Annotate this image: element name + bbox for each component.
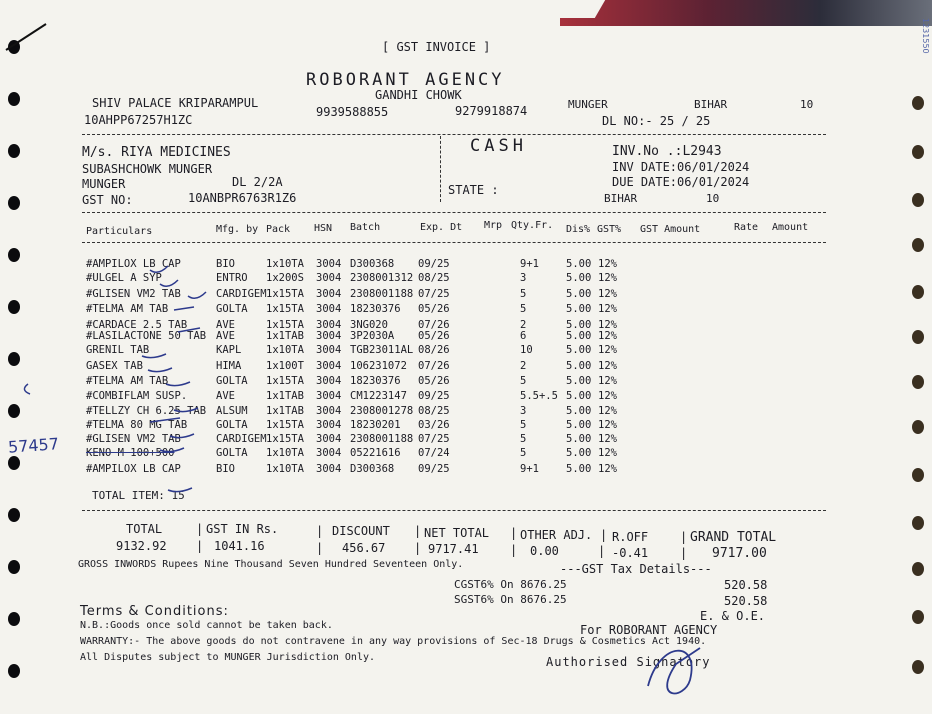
cell-dis: 5.00 [566, 419, 592, 431]
cell-qty: 5 [520, 303, 527, 315]
address-left: SHIV PALACE KRIPARAMPUL [92, 96, 259, 110]
tick-mark-6 [142, 354, 166, 358]
side-code: 1231550 [921, 18, 930, 54]
cell-qty: 5 [520, 447, 527, 459]
phone-1: 9939588855 [316, 105, 389, 119]
tick-mark-13 [168, 488, 192, 492]
cell-gst: 12% [598, 447, 617, 459]
cell-pack: 1x15TA [266, 319, 304, 331]
cgst-label: CGST6% On 8676.25 [454, 578, 567, 591]
col-mfg: Mfg. by [216, 224, 259, 235]
cell-particulars: #GLISEN VM2 TAB [86, 433, 181, 445]
margin-mark [24, 384, 30, 394]
cell-pack: 1x10TA [266, 258, 304, 270]
cell-gst: 12% [598, 419, 617, 431]
cell-gst: 12% [598, 330, 617, 342]
tick-mark-10 [150, 418, 180, 422]
cell-gst: 12% [598, 433, 617, 445]
total-value: 9132.92 [116, 539, 167, 553]
signature-scribble [648, 648, 700, 693]
cell-pack: 1x1TAB [266, 405, 304, 417]
cell-dis: 5.00 [566, 288, 592, 300]
cell-qty: 5 [520, 433, 527, 445]
cell-particulars: #TELMA AM TAB [86, 375, 169, 387]
tick-mark-9 [174, 408, 198, 412]
cell-gst: 12% [598, 463, 617, 475]
cell-mfg: AVE [216, 390, 235, 402]
cell-hsn: 3004 [316, 258, 342, 270]
other-adj-label: OTHER ADJ. [520, 528, 593, 542]
cell-hsn: 3004 [316, 344, 342, 356]
grand-total-value: 9717.00 [712, 546, 767, 561]
buyer-address: SUBASHCHOWK MUNGER [82, 162, 213, 176]
seller-city: MUNGER [568, 98, 608, 111]
grand-total-label: GRAND TOTAL [690, 530, 777, 545]
total-items: TOTAL ITEM: 15 [92, 489, 185, 502]
gst-rs-value: 1041.16 [214, 539, 265, 553]
cell-dis: 5.00 [566, 344, 592, 356]
cell-gst: 12% [598, 405, 617, 417]
discount-label: DISCOUNT [332, 524, 390, 538]
cell-qty: 5 [520, 288, 527, 300]
tick-mark-3 [188, 292, 206, 298]
cell-batch: 2308001188 [350, 433, 414, 445]
buyer-dl: DL 2/2A [232, 175, 283, 189]
cell-dis: 5.00 [566, 375, 592, 387]
col-qty: Qty.Fr. [511, 220, 554, 231]
cell-qty: 2 [520, 319, 527, 331]
cell-dis: 5.00 [566, 360, 592, 372]
cell-hsn: 3004 [316, 433, 342, 445]
pen-stroke-corner [6, 24, 46, 50]
company-name: ROBORANT AGENCY [306, 70, 505, 90]
cell-particulars: #CARDACE 2.5 TAB [86, 319, 188, 331]
cell-batch: 05221616 [350, 447, 401, 459]
phone-2: 9279918874 [455, 104, 528, 118]
sgst-value: 520.58 [724, 594, 768, 608]
cell-pack: 1x1TAB [266, 330, 304, 342]
invoice-number: INV.No .:L2943 [612, 144, 722, 159]
cell-qty: 3 [520, 272, 527, 284]
cell-gst: 12% [598, 303, 617, 315]
col-gst: GST% [597, 224, 622, 235]
cell-particulars: #TELMA AM TAB [86, 303, 169, 315]
cell-particulars: #LASILACTONE 50 TAB [86, 330, 207, 342]
cell-exp: 08/25 [418, 272, 450, 284]
seller-state: BIHAR [694, 98, 728, 111]
cell-dis: 5.00 [566, 258, 592, 270]
cell-exp: 07/25 [418, 288, 450, 300]
eoe: E. & O.E. [700, 609, 766, 623]
cell-pack: 1x10TA [266, 463, 304, 475]
invoice-date: INV DATE:06/01/2024 [612, 160, 750, 174]
terms-note-1: N.B.:Goods once sold cannot be taken back. [80, 620, 333, 631]
cell-batch: CM1223147 [350, 390, 407, 402]
cell-qty: 9+1 [520, 463, 539, 475]
gstin-left: 10AHPP67257H1ZC [84, 113, 193, 127]
tick-mark-12 [160, 448, 184, 452]
cell-hsn: 3004 [316, 319, 342, 331]
cell-mfg: BIO [216, 463, 235, 475]
cell-mfg: BIO [216, 258, 235, 270]
cell-pack: 1x15TA [266, 433, 304, 445]
net-total-label: NET TOTAL [424, 526, 490, 540]
cell-mfg: GOLTA [216, 419, 248, 431]
cell-batch: 18230376 [350, 375, 401, 387]
total-label: TOTAL [126, 522, 163, 536]
cell-batch: 2308001278 [350, 405, 414, 417]
terms-note-3: All Disputes subject to MUNGER Jurisdiction Only. [80, 652, 376, 663]
cell-exp: 05/26 [418, 303, 450, 315]
handwritten-number: 57457 [7, 434, 60, 457]
cell-qty: 3 [520, 405, 527, 417]
tick-mark-4 [174, 307, 194, 310]
tick-mark-7 [148, 368, 172, 372]
cell-gst: 12% [598, 375, 617, 387]
cell-particulars: #TELLZY CH 6.25 TAB [86, 405, 207, 417]
tick-mark-5 [178, 328, 200, 332]
cell-qty: 5.5+.5 [520, 390, 558, 402]
gst-rs-label: GST IN Rs. [206, 522, 279, 536]
cell-batch: 18230201 [350, 419, 401, 431]
cell-batch: D300368 [350, 463, 395, 475]
cell-gst: 12% [598, 272, 617, 284]
cell-mfg: ENTRO [216, 272, 248, 284]
cell-batch: 18230376 [350, 303, 401, 315]
cell-exp: 05/26 [418, 375, 450, 387]
tick-mark-1 [150, 266, 168, 272]
cell-exp: 07/26 [418, 319, 450, 331]
cell-hsn: 3004 [316, 303, 342, 315]
col-amount: Amount [772, 222, 809, 233]
cell-particulars: #GLISEN VM2 TAB [86, 288, 181, 300]
cell-pack: 1x15TA [266, 419, 304, 431]
cell-gst: 12% [598, 390, 617, 402]
cell-pack: 1x100T [266, 360, 304, 372]
cell-particulars: #TELMA 80 MG TAB [86, 419, 188, 431]
tick-mark-11 [170, 434, 194, 438]
col-pack: Pack [266, 224, 291, 235]
cell-hsn: 3004 [316, 390, 342, 402]
for-company: For ROBORANT AGENCY [580, 623, 718, 637]
sgst-label: SGST6% On 8676.25 [454, 593, 567, 606]
buyer-name: M/s. RIYA MEDICINES [82, 145, 231, 160]
state-label: STATE : [448, 183, 499, 197]
col-particulars: Particulars [86, 226, 153, 237]
cell-batch: D300368 [350, 258, 395, 270]
cell-pack: 1x15TA [266, 375, 304, 387]
cell-batch: 2308001188 [350, 288, 414, 300]
col-mrp: Mrp [484, 220, 503, 231]
cell-dis: 5.00 [566, 319, 592, 331]
cell-qty: 6 [520, 330, 527, 342]
cell-exp: 07/25 [418, 433, 450, 445]
cell-hsn: 3004 [316, 419, 342, 431]
buyer-state: BIHAR [604, 192, 638, 205]
due-date: DUE DATE:06/01/2024 [612, 175, 750, 189]
round-off-label: R.OFF [612, 530, 649, 544]
buyer-gst-label: GST NO: [82, 193, 133, 207]
cell-mfg: HIMA [216, 360, 242, 372]
buyer-city: MUNGER [82, 177, 126, 191]
cell-batch: 3P2030A [350, 330, 395, 342]
invoice-page: 1231550 [ GST INVOICE ] ROBORANT AGENCY SHIV PALACE KRIPARAMPUL 10AHPP67257H1ZC GANDHI CHOWK 9939588855 9279918874 MUNGER BIHAR 10 DL NO:- 25 / 25 M/s. RIYA MEDICINES SUBASHCHOWK MUNGER MUNGER DL 2/2A GST NO: 10ANBPR6763R1Z6 CASH STATE : INV.No .:L2943 INV DATE:06/01/2024 DUE DATE:06/01/2024 BIHAR 10 Particulars Mfg. by Pack HSN Batch Exp. Dt Mrp Qty.Fr. Dis% GST% GST Amount Rate Amount #AMPILOX LB CAP BIO 1x10TA 3004 D300368 09/25 9+1 5.00 12% #ULGEL A SYP ENTRO 1x200S 3004 2308001312 08/25 3 5.00 12% #GLISEN VM2 TAB CARDIGEM 1x15TA 3004 2308001188 07/25 5 5.00 12% #TELMA AM TAB GOLTA 1x15TA 3004 18230376 05/26 5 5.00 12% #CARDACE 2.5 TAB AVE 1x15TA 3004 3NG020 07/26 2 5.00 12% #LASILACTONE 50 TAB AVE 1x1TAB 3004 3P2030A 05/26 6 5.00 12% GRENIL TAB KAPL 1x10TA 3004 TGB23011AL 08/26 10 5.00 12% GASEX TAB HIMA 1x100T 3004 106231072 07/26 2 5.00 12% #TELMA AM TAB GOLTA 1x15TA 3004 18230376 05/26 5 5.00 12% #COMBIFLAM SUSP. AVE 1x1TAB 3004 CM1223147 09/25 5.5+.5 5.00 12% #TELLZY CH 6.25 TAB ALSUM 1x1TAB 3004 2308001278 08/25 3 5.00 12% #TELMA 80 MG TAB GOLTA 1x15TA 3004 18230201 03/26 5 5.00 12% #GLISEN VM2 TAB CARDIGEM 1x15TA 3004 2308001188 07/25 5 5.00 12% KENO M 100+500 GOLTA 1x10TA 3004 05221616 07/24 5 5.00 12% #AMPILOX LB CAP BIO 1x10TA 3004 D300368 09/25 9+1 5.00 12% TOTAL ITEM: 15 TOTAL 9132.92 | | GST IN Rs. 1041.16 | | DISCOUNT 456.67 | | NET TOTAL 9717.41 | | OTHER ADJ. 0.00 | | R.OFF -0.41 | | GRAND TOTAL 9717.00 GROSS INWORDS Rupees Nine Thousand Seven Hundred Seventeen Only. ---GST Tax Details--- CGST6% On 8676.25 520.58 SGST6% On 8676.25 520.58 Terms & Conditions: N.B.:Goods once sold cannot be taken back. WARRANTY:- The above goods do not contravene in any way provisions of Sec-18 Drugs & Cosmetics Act 1940. All Disputes subject to MUNGER Jurisdiction Only. E. & O.E. For ROBORANT AGENCY Authorised Signatory 57457 [0, 0, 932, 714]
cell-batch: 106231072 [350, 360, 407, 372]
seller-state-code: 10 [800, 98, 814, 111]
cell-exp: 03/26 [418, 419, 450, 431]
cell-exp: 07/24 [418, 447, 450, 459]
cell-mfg: AVE [216, 330, 235, 342]
cell-exp: 09/25 [418, 258, 450, 270]
cell-dis: 5.00 [566, 303, 592, 315]
cell-hsn: 3004 [316, 447, 342, 459]
cell-pack: 1x10TA [266, 447, 304, 459]
cell-exp: 09/25 [418, 390, 450, 402]
dl-number: DL NO:- 25 / 25 [602, 114, 711, 128]
cell-particulars: #ULGEL A SYP [86, 272, 162, 284]
cell-dis: 5.00 [566, 405, 592, 417]
cell-gst: 12% [598, 258, 617, 270]
cell-exp: 09/25 [418, 463, 450, 475]
cell-batch: 2308001312 [350, 272, 414, 284]
cgst-value: 520.58 [724, 578, 768, 592]
cell-mfg: KAPL [216, 344, 242, 356]
cell-particulars: #AMPILOX LB CAP [86, 463, 181, 475]
net-total-value: 9717.41 [428, 542, 479, 556]
cell-exp: 05/26 [418, 330, 450, 342]
doc-title: [ GST INVOICE ] [382, 40, 491, 54]
cell-pack: 1x1TAB [266, 390, 304, 402]
cell-pack: 1x15TA [266, 288, 304, 300]
round-off-value: -0.41 [612, 546, 649, 560]
buyer-gst-no: 10ANBPR6763R1Z6 [188, 191, 297, 205]
cell-batch: TGB23011AL [350, 344, 414, 356]
cell-pack: 1x200S [266, 272, 304, 284]
other-adj-value: 0.00 [530, 544, 559, 558]
cell-particulars: #COMBIFLAM SUSP. [86, 390, 188, 402]
cell-hsn: 3004 [316, 375, 342, 387]
cell-qty: 5 [520, 375, 527, 387]
cell-dis: 5.00 [566, 390, 592, 402]
cell-gst: 12% [598, 360, 617, 372]
cell-mfg: GOLTA [216, 375, 248, 387]
discount-value: 456.67 [342, 541, 386, 555]
cell-dis: 5.00 [566, 463, 592, 475]
cell-pack: 1x15TA [266, 303, 304, 315]
tick-mark-2 [160, 280, 178, 286]
cell-qty: 9+1 [520, 258, 539, 270]
cell-hsn: 3004 [316, 288, 342, 300]
cell-qty: 10 [520, 344, 533, 356]
authorised-signatory: Authorised Signatory [546, 655, 711, 669]
cell-particulars: #AMPILOX LB CAP [86, 258, 181, 270]
cell-hsn: 3004 [316, 360, 342, 372]
cell-dis: 5.00 [566, 272, 592, 284]
cell-hsn: 3004 [316, 405, 342, 417]
cell-particulars: GASEX TAB [86, 360, 143, 372]
amount-in-words: GROSS INWORDS Rupees Nine Thousand Seven Hundred Seventeen Only. [78, 559, 464, 570]
cell-exp: 07/26 [418, 360, 450, 372]
col-exp: Exp. Dt [420, 222, 463, 233]
cell-batch: 3NG020 [350, 319, 388, 331]
cell-mfg: GOLTA [216, 447, 248, 459]
cell-dis: 5.00 [566, 330, 592, 342]
col-dis: Dis% [566, 224, 591, 235]
cell-exp: 08/25 [418, 405, 450, 417]
cell-mfg: AVE [216, 319, 235, 331]
cell-hsn: 3004 [316, 272, 342, 284]
payment-mode: CASH [470, 136, 527, 156]
col-hsn: HSN [314, 223, 333, 234]
buyer-state-code: 10 [706, 192, 720, 205]
terms-title: Terms & Conditions: [80, 604, 229, 619]
tax-details-title: ---GST Tax Details--- [560, 562, 712, 576]
col-batch: Batch [350, 222, 381, 233]
cell-particulars: GRENIL TAB [86, 344, 150, 356]
cell-pack: 1x10TA [266, 344, 304, 356]
cell-hsn: 3004 [316, 463, 342, 475]
cell-gst: 12% [598, 344, 617, 356]
address-mid: GANDHI CHOWK [375, 88, 462, 102]
cell-dis: 5.00 [566, 433, 592, 445]
cell-gst: 12% [598, 319, 617, 331]
cell-mfg: CARDIGEM [216, 288, 267, 300]
col-rate: Rate [734, 222, 759, 233]
cell-qty: 5 [520, 419, 527, 431]
cell-dis: 5.00 [566, 447, 592, 459]
tick-mark-8 [166, 382, 190, 386]
terms-note-2: WARRANTY:- The above goods do not contravene in any way provisions of Sec-18 Drugs & Cosmetics Act 1940. [80, 636, 707, 647]
cell-particulars: KENO M 100+500 [86, 447, 175, 459]
cell-mfg: CARDIGEM [216, 433, 267, 445]
cell-exp: 08/26 [418, 344, 450, 356]
cell-gst: 12% [598, 288, 617, 300]
cell-qty: 2 [520, 360, 527, 372]
col-gst-amount: GST Amount [640, 224, 701, 235]
cell-hsn: 3004 [316, 330, 342, 342]
cell-mfg: GOLTA [216, 303, 248, 315]
cell-mfg: ALSUM [216, 405, 248, 417]
